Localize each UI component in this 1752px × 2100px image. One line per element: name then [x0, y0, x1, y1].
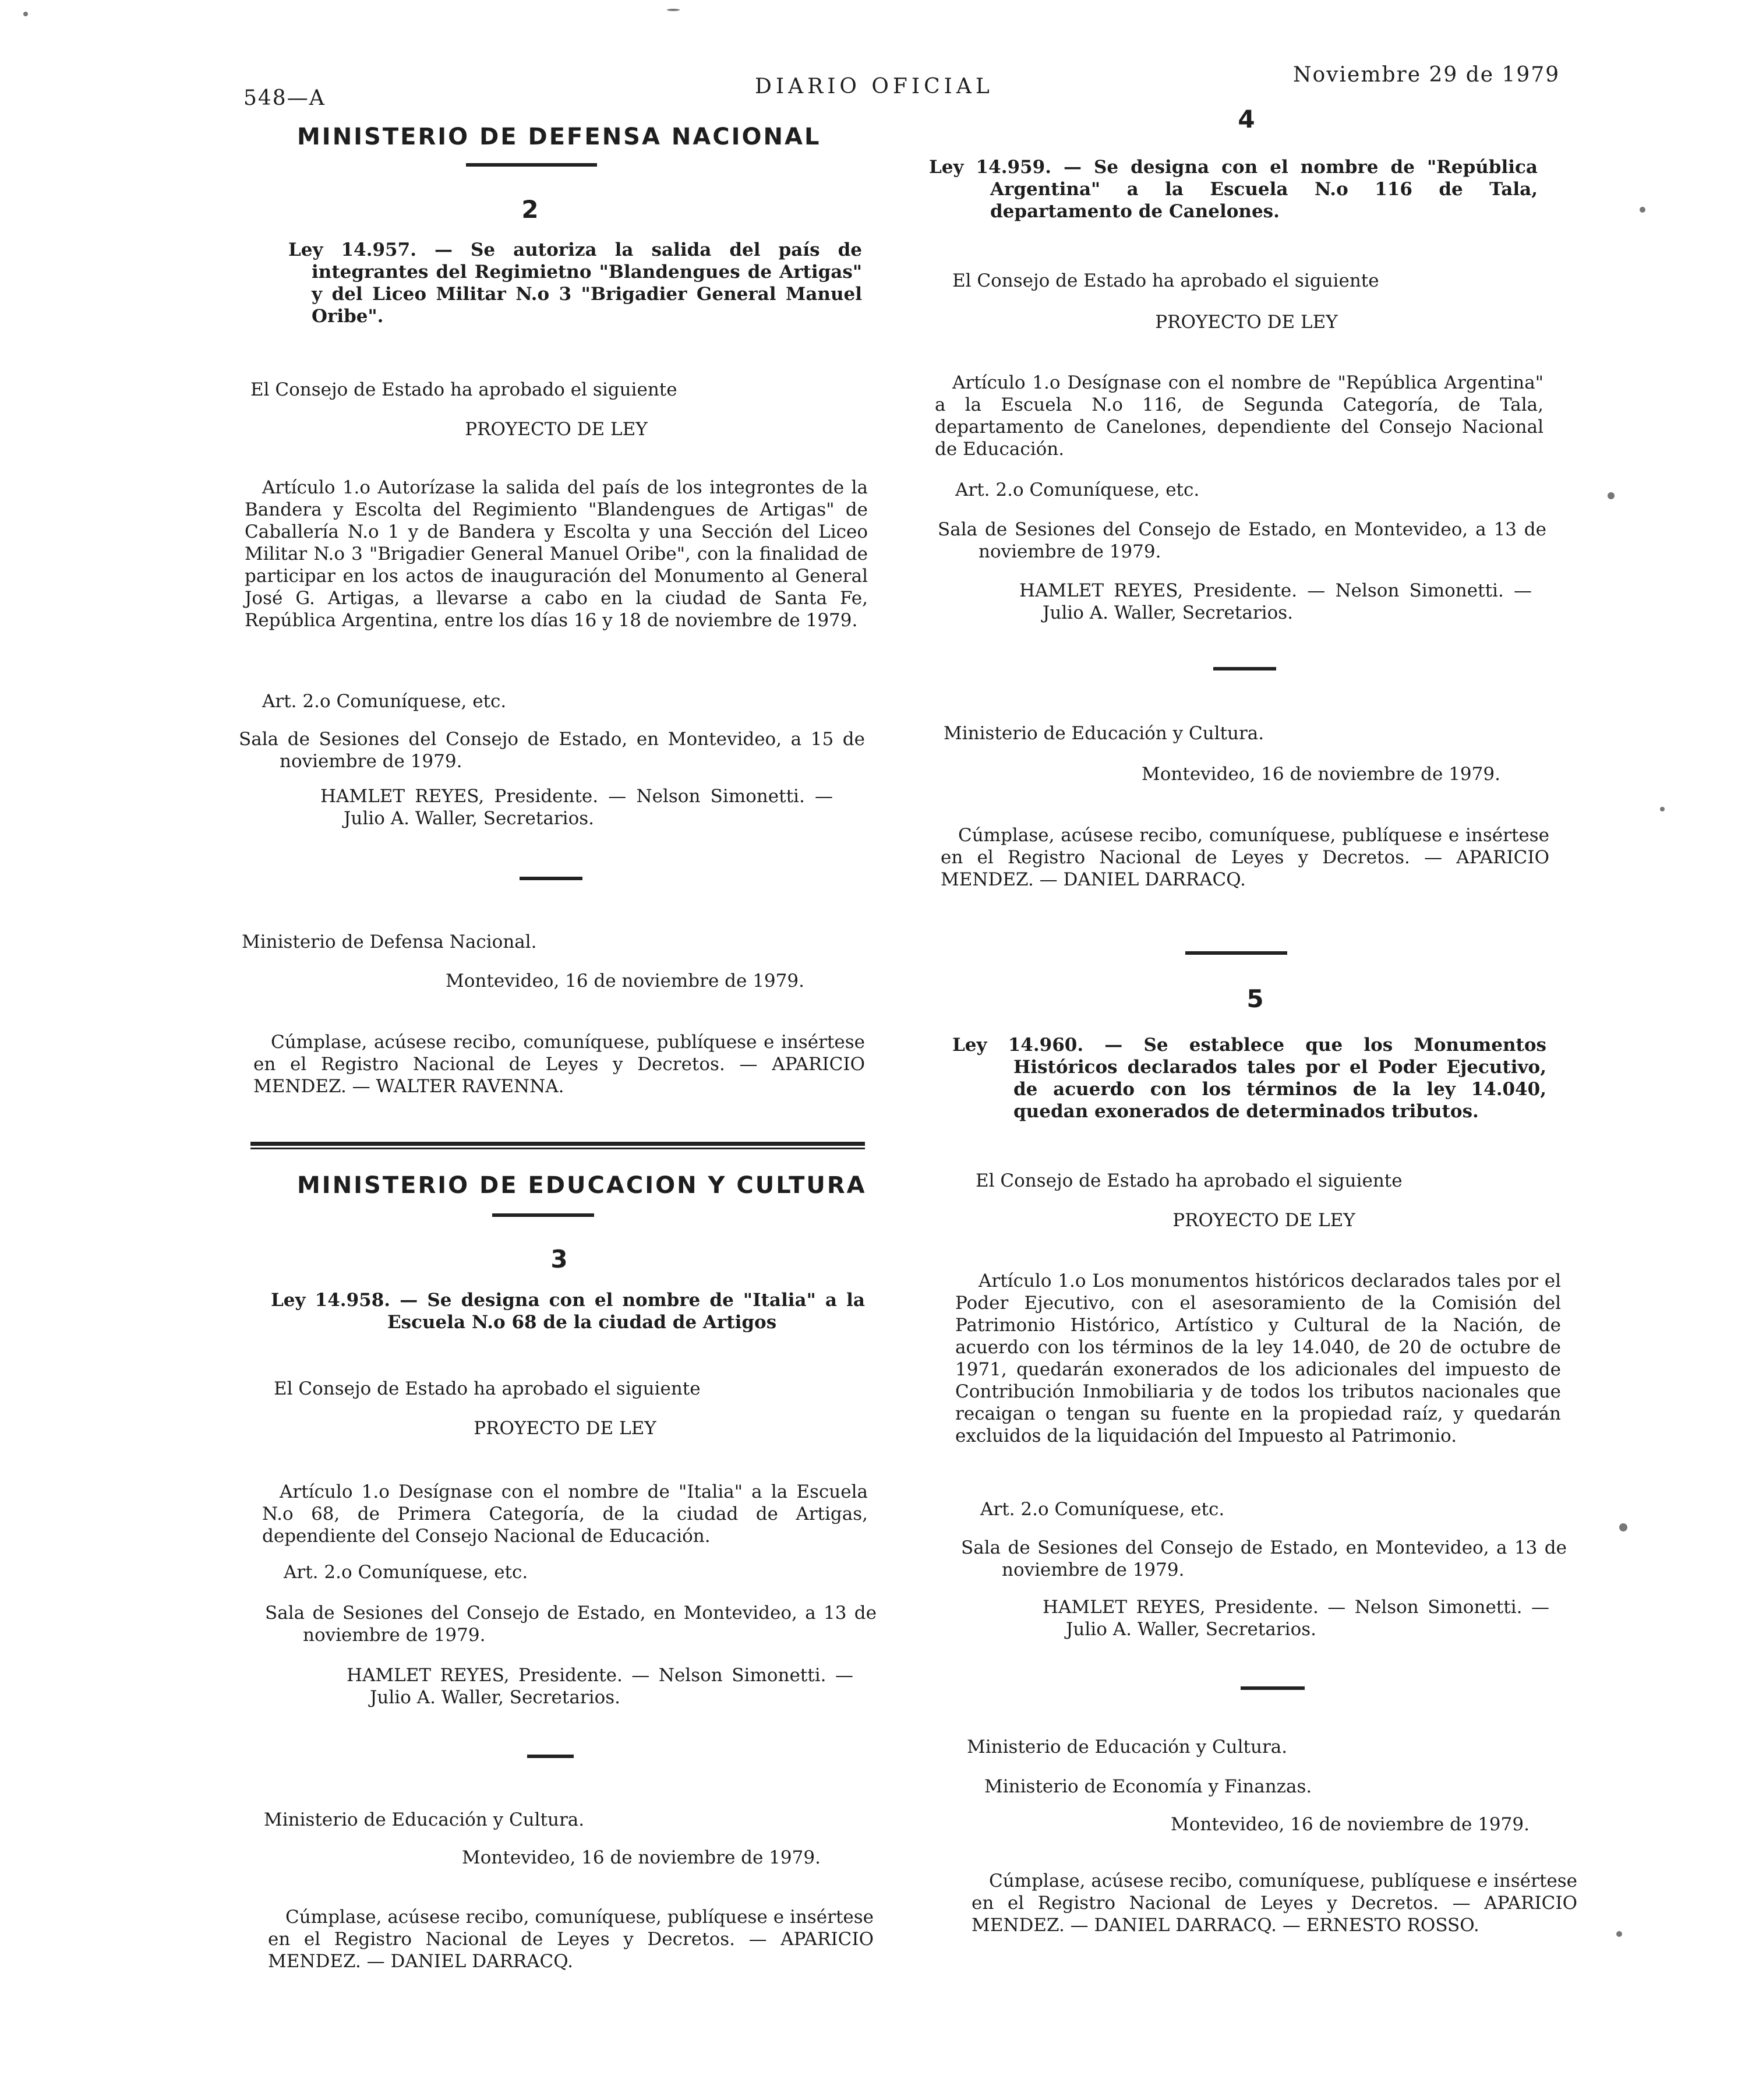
- fecha-line: Montevideo, 16 de noviembre de 1979.: [1171, 1814, 1530, 1835]
- article-2: Art. 2.o Comuníquese, etc.: [262, 691, 507, 712]
- proyecto-heading: PROYECTO DE LEY: [474, 1418, 656, 1439]
- signatures: HAMLET REYES, Presidente. — Nelson Simonetti. — Julio A. Waller, Secretarios.: [1019, 580, 1532, 623]
- ministerio-line: Ministerio de Educación y Cultura.: [944, 723, 1264, 744]
- law-summary: Ley 14.959. — Se designa con el nombre de "República Argentina" a la Escuela N.o 116 de Tala, departamento de Canelones.: [929, 157, 1538, 222]
- sala-line: Sala de Sesiones del Consejo de Estado, en Montevideo, a 13 de noviembre de 1979.: [265, 1603, 877, 1646]
- speck: [667, 9, 680, 11]
- publication-date: Noviembre 29 de 1979: [1293, 63, 1560, 87]
- article-2: Art. 2.o Comuníquese, etc.: [284, 1562, 528, 1583]
- section-number: 5: [1246, 984, 1264, 1013]
- cumplase-line: Cúmplase, acúsese recibo, comuníquese, publíquese e insértese en el Registro Nacional de Leyes y Decretos. — APARICIO MENDEZ. — DANIEL DARRACQ.: [268, 1907, 874, 1972]
- ministerio-line: Ministerio de Defensa Nacional.: [242, 931, 537, 952]
- signatures: HAMLET REYES, Presidente. — Nelson Simonetti. — Julio A. Waller, Secretarios.: [347, 1665, 853, 1708]
- consejo-line: El Consejo de Estado ha aprobado el siguiente: [274, 1378, 701, 1399]
- article-1: Artículo 1.o Desígnase con el nombre de "República Argentina" a la Escuela N.o 116, de Segunda Categoría, de Tala, departamento de Canelones, dependiente del Consejo Nacional de Educación.: [935, 372, 1543, 460]
- fecha-line: Montevideo, 16 de noviembre de 1979.: [446, 970, 804, 991]
- article-2: Art. 2.o Comuníquese, etc.: [980, 1499, 1225, 1520]
- sala-line: Sala de Sesiones del Consejo de Estado, en Montevideo, a 13 de noviembre de 1979.: [961, 1537, 1567, 1580]
- law-summary: Ley 14.958. — Se designa con el nombre de "Italia" a la Escuela N.o 68 de la ciudad de Artigos: [271, 1290, 865, 1333]
- article-2: Art. 2.o Comuníquese, etc.: [955, 479, 1200, 500]
- fecha-line: Montevideo, 16 de noviembre de 1979.: [462, 1847, 821, 1868]
- law-summary: Ley 14.960. — Se establece que los Monumentos Históricos declarados tales por el Poder Ejecutivo, de acuerdo con los términos de la ley 14.040, quedan exonerados de determinados tributos.: [952, 1035, 1546, 1122]
- speck: [1660, 807, 1665, 811]
- consejo-line: El Consejo de Estado ha aprobado el siguiente: [976, 1170, 1403, 1191]
- speck: [23, 12, 28, 16]
- section-number: 4: [1238, 105, 1255, 133]
- proyecto-heading: PROYECTO DE LEY: [1172, 1210, 1355, 1231]
- sala-line: Sala de Sesiones del Consejo de Estado, en Montevideo, a 13 de noviembre de 1979.: [938, 519, 1546, 562]
- speck: [1619, 1523, 1627, 1531]
- cumplase-line: Cúmplase, acúsese recibo, comuníquese, publíquese e insértese en el Registro Nacional de Leyes y Decretos. — APARICIO MENDEZ. — DANIEL DARRACQ. — ERNESTO ROSSO.: [972, 1870, 1577, 1936]
- sala-line: Sala de Sesiones del Consejo de Estado, en Montevideo, a 15 de noviembre de 1979.: [239, 729, 865, 772]
- separator: [1213, 667, 1276, 670]
- cumplase-line: Cúmplase, acúsese recibo, comuníquese, publíquese e insértese en el Registro Nacional de Leyes y Decretos. — APARICIO MENDEZ. — WALTER RAVENNA.: [253, 1032, 865, 1097]
- publication-title: DIARIO OFICIAL: [755, 75, 994, 98]
- ministry-heading-educacion: MINISTERIO DE EDUCACION Y CULTURA: [297, 1172, 867, 1199]
- section-number: 2: [521, 195, 539, 224]
- law-summary: Ley 14.957. — Se autoriza la salida del país de integrantes del Regimietno "Blandengues de Artigas" y del Liceo Militar N.o 3 "Brigadier General Manuel Oribe".: [288, 239, 862, 327]
- consejo-line: El Consejo de Estado ha aprobado el siguiente: [952, 270, 1379, 291]
- ministerio-line-2: Ministerio de Economía y Finanzas.: [984, 1776, 1312, 1797]
- ministry-heading-defensa: MINISTERIO DE DEFENSA NACIONAL: [297, 123, 821, 150]
- page-number: 548—A: [243, 86, 326, 110]
- signatures: HAMLET REYES, Presidente. — Nelson Simonetti. — Julio A. Waller, Secretarios.: [320, 786, 833, 829]
- heading-underline: [466, 163, 597, 167]
- fecha-line: Montevideo, 16 de noviembre de 1979.: [1142, 764, 1500, 785]
- speck: [1640, 207, 1645, 213]
- section-divider: [250, 1142, 865, 1149]
- article-1: Artículo 1.o Desígnase con el nombre de "Italia" a la Escuela N.o 68, de Primera Categoría, de la ciudad de Artigas, dependiente del Consejo Nacional de Educación.: [262, 1481, 868, 1547]
- ministerio-line-1: Ministerio de Educación y Cultura.: [967, 1737, 1288, 1757]
- separator: [1241, 1686, 1305, 1690]
- signatures: HAMLET REYES, Presidente. — Nelson Simonetti. — Julio A. Waller, Secretarios.: [1043, 1597, 1549, 1640]
- separator: [527, 1755, 574, 1758]
- proyecto-heading: PROYECTO DE LEY: [465, 419, 648, 440]
- ministerio-line: Ministerio de Educación y Cultura.: [264, 1809, 585, 1830]
- speck: [1608, 492, 1615, 499]
- separator: [520, 877, 582, 880]
- speck: [1616, 1931, 1622, 1937]
- consejo-line: El Consejo de Estado ha aprobado el siguiente: [250, 379, 677, 400]
- proyecto-heading: PROYECTO DE LEY: [1155, 312, 1338, 333]
- section-number: 3: [550, 1245, 568, 1273]
- article-1: Artículo 1.o Autorízase la salida del país de los integrontes de la Bandera y Escolta del Regimiento "Blandengues de Artigas" de Caballería N.o 1 y de Bandera y Escolta y una Sección del Liceo Militar N.o 3 "Brigadier General Manuel Oribe", con la finalidad de participar en los actos de inauguración del Monumento al General José G. Artigas, a llevarse a cabo en la ciudad de Santa Fe, República Argentina, entre los días 16 y 18 de noviembre de 1979.: [245, 477, 868, 631]
- cumplase-line: Cúmplase, acúsese recibo, comuníquese, publíquese e insértese en el Registro Nacional de Leyes y Decretos. — APARICIO MENDEZ. — DANIEL DARRACQ.: [941, 825, 1549, 890]
- separator: [1185, 951, 1287, 955]
- heading-underline: [492, 1213, 594, 1217]
- article-1: Artículo 1.o Los monumentos históricos declarados tales por el Poder Ejecutivo, con el asesoramiento de la Comisión del Patrimonio Histórico, Artístico y Cultural de la Nación, de acuerdo con los términos de la ley 14.040, de 20 de octubre de 1971, quedarán exonerados de los adicionales del impuesto de Contribución Inmobiliaria y de todos los tributos nacionales que recaigan o tengan su fuente en la propiedad raíz, y quedarán excluidos de la liquidación del Impuesto al Patrimonio.: [955, 1270, 1561, 1446]
